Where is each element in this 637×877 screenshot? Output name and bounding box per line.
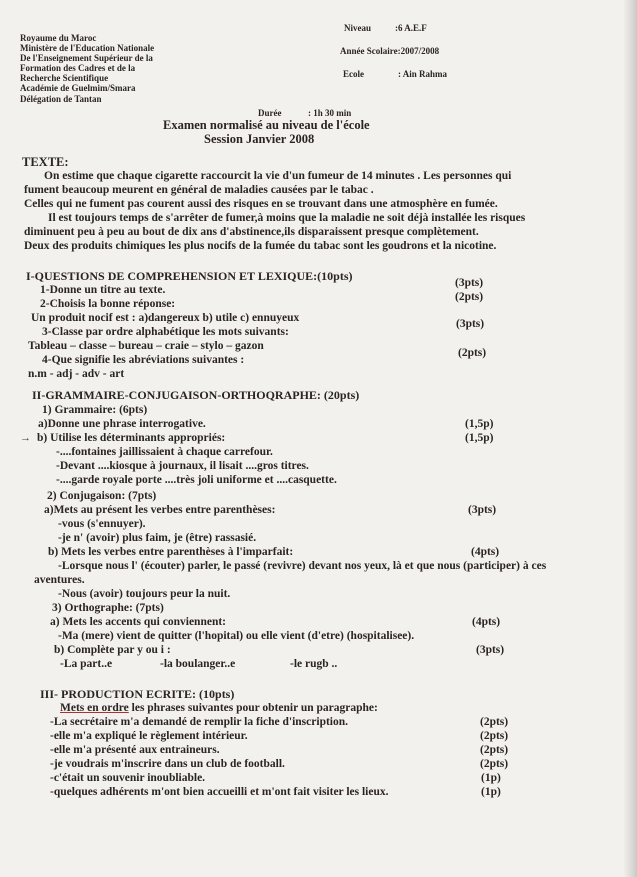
question: -je n' (avoir) plus faim, je (être) rassasié. — [58, 532, 257, 544]
annee-scolaire: Année Scolaire:2007/2008 — [340, 46, 440, 56]
sentence: -c'était un souvenir inoubliable. — [50, 772, 206, 784]
niveau-label: Niveau — [344, 23, 371, 33]
sentence: -je voudrais m'inscrire dans un club de football. — [50, 758, 285, 770]
header-line: Académie de Guelmim/Smara — [20, 83, 136, 93]
texte-line: Deux des produits chimiques les plus nocifs de la fumée du tabac sont les goudrons et la nicotine. — [24, 240, 497, 252]
question: -Nous (avoir) toujours peur la nuit. — [58, 588, 231, 600]
question: -la boulanger..e — [160, 658, 236, 670]
question: b) Complète par y ou i : — [54, 644, 171, 656]
points: (2pts) — [458, 347, 487, 359]
points: (1p) — [481, 772, 501, 784]
part3-instruction — [60, 702, 378, 715]
question: b) Mets les verbes entre parenthèses à l'imparfait: — [48, 546, 294, 558]
underlined-text: Mets en ordre — [60, 702, 129, 714]
points: (2pts) — [480, 716, 509, 728]
texte-heading: TEXTE: — [22, 155, 69, 169]
question: -....fontaines jaillissaient à chaque carrefour. — [56, 446, 273, 458]
question: 3-Classe par ordre alphabétique les mots suivants: — [42, 326, 289, 338]
question: b) Utilise les déterminants appropriés: — [37, 432, 226, 444]
question: 3) Orthographe: (7pts) — [52, 602, 164, 614]
question: a) Mets les accents qui conviennent: — [50, 616, 226, 628]
points: (1p) — [481, 786, 501, 798]
exam-session: Session Janvier 2008 — [204, 132, 315, 146]
sentence: -elle m'a expliqué le règlement intérieur. — [50, 730, 248, 742]
points: (1,5p) — [465, 432, 494, 444]
points: (2pts) — [455, 291, 484, 303]
header-line: Ministère de l'Education Nationale — [20, 43, 155, 53]
points: (1,5p) — [465, 418, 494, 430]
question: -....garde royale porte ....très joli uniforme et ....casquette. — [56, 474, 337, 486]
question: -Devant ....kiosque à journaux, il lisait ....gros titres. — [56, 460, 309, 472]
question: aventures. — [34, 574, 85, 586]
part3-heading: III- PRODUCTION ECRITE: (10pts) — [40, 687, 235, 701]
points: (3pts) — [455, 277, 484, 289]
points: (2pts) — [480, 744, 509, 756]
question: -le rugb .. — [290, 658, 338, 670]
texte-line: On estime que chaque cigarette raccourcit la vie d'un fumeur de 14 minutes . Les personnes qui — [44, 170, 512, 182]
question: 4-Que signifie les abréviations suivantes : — [42, 354, 245, 366]
question: 2) Conjugaison: (7pts) — [47, 490, 157, 502]
points: (3pts) — [456, 318, 485, 330]
part2-heading: II-GRAMMAIRE-CONJUGAISON-ORTHOQRAPHE: (20pts) — [32, 388, 360, 402]
header-line: De l'Enseignement Supérieur de la — [20, 53, 153, 63]
texte-line: Celles qui ne fument pas courent aussi des risques en se trouvant dans une atmosphère en fumée. — [24, 198, 498, 210]
question: -Ma (mere) vient de quitter (l'hopital) ou elle vient (d'etre) (hospitalisee). — [58, 630, 415, 642]
points: (3pts) — [476, 644, 505, 656]
question: -vous (s'ennuyer). — [58, 518, 146, 530]
question: a)Mets au présent les verbes entre parenthèses: — [44, 504, 276, 516]
header-line: Délégation de Tantan — [20, 94, 102, 104]
arrow-icon: → — [20, 432, 31, 444]
ecole-value: : Ain Rahma — [398, 69, 448, 79]
question: -La part..e — [60, 658, 113, 670]
sentence: -La secrétaire m'a demandé de remplir la fiche d'inscription. — [50, 716, 349, 728]
duree-value: : 1h 30 min — [308, 108, 352, 118]
exam-title: Examen normalisé au niveau de l'école — [163, 118, 370, 132]
points: (3pts) — [468, 504, 497, 516]
question: 2-Choisis la bonne réponse: — [40, 298, 176, 310]
duree-label: Durée — [258, 108, 282, 118]
question: -Lorsque nous l' (écouter) parler, le passé (revivre) devant nos yeux, là et que nous (participer) à ces — [58, 560, 547, 572]
points: (4pts) — [471, 546, 500, 558]
question: Un produit nocif est : a)dangereux b) utile c) ennuyeux — [31, 312, 300, 324]
sentence: -elle m'a présenté aux entraineurs. — [50, 744, 220, 756]
scan-edge — [623, 0, 637, 877]
points: (4pts) — [472, 616, 501, 628]
header-line: Formation des Cadres et de la — [20, 63, 136, 73]
texte-line: diminuent peu à peu au bout de dix ans d'abstinence,ils disparaissent presque complètement. — [24, 226, 479, 238]
sentence: -quelques adhérents m'ont bien accueilli et m'ont fait visiter les lieux. — [50, 786, 389, 798]
question: 1-Donne un titre au texte. — [40, 284, 166, 296]
question: 1) Grammaire: (6pts) — [42, 404, 148, 416]
header-line: Royaume du Maroc — [20, 33, 97, 43]
ecole-label: Ecole — [343, 69, 364, 79]
question: Tableau – classe – bureau – craie – stylo – gazon — [28, 340, 264, 352]
points: (2pts) — [480, 730, 509, 742]
instruction-text: les phrases suivantes pour obtenir un paragraphe: — [128, 702, 378, 714]
niveau-value: :6 A.E.F — [395, 23, 427, 33]
question: a)Donne une phrase interrogative. — [38, 418, 206, 430]
question: n.m - adj - adv - art — [28, 368, 125, 380]
header-line: Recherche Scientifique — [20, 73, 109, 83]
texte-line: Il est toujours temps de s'arrêter de fumer,à moins que la maladie ne soit déjà installée les risques — [48, 212, 526, 224]
points: (2pts) — [480, 758, 509, 770]
texte-line: fument beaucoup meurent en général de maladies causées par le tabac . — [24, 184, 374, 196]
part1-heading: I-QUESTIONS DE COMPREHENSION ET LEXIQUE:(10pts) — [26, 269, 353, 283]
